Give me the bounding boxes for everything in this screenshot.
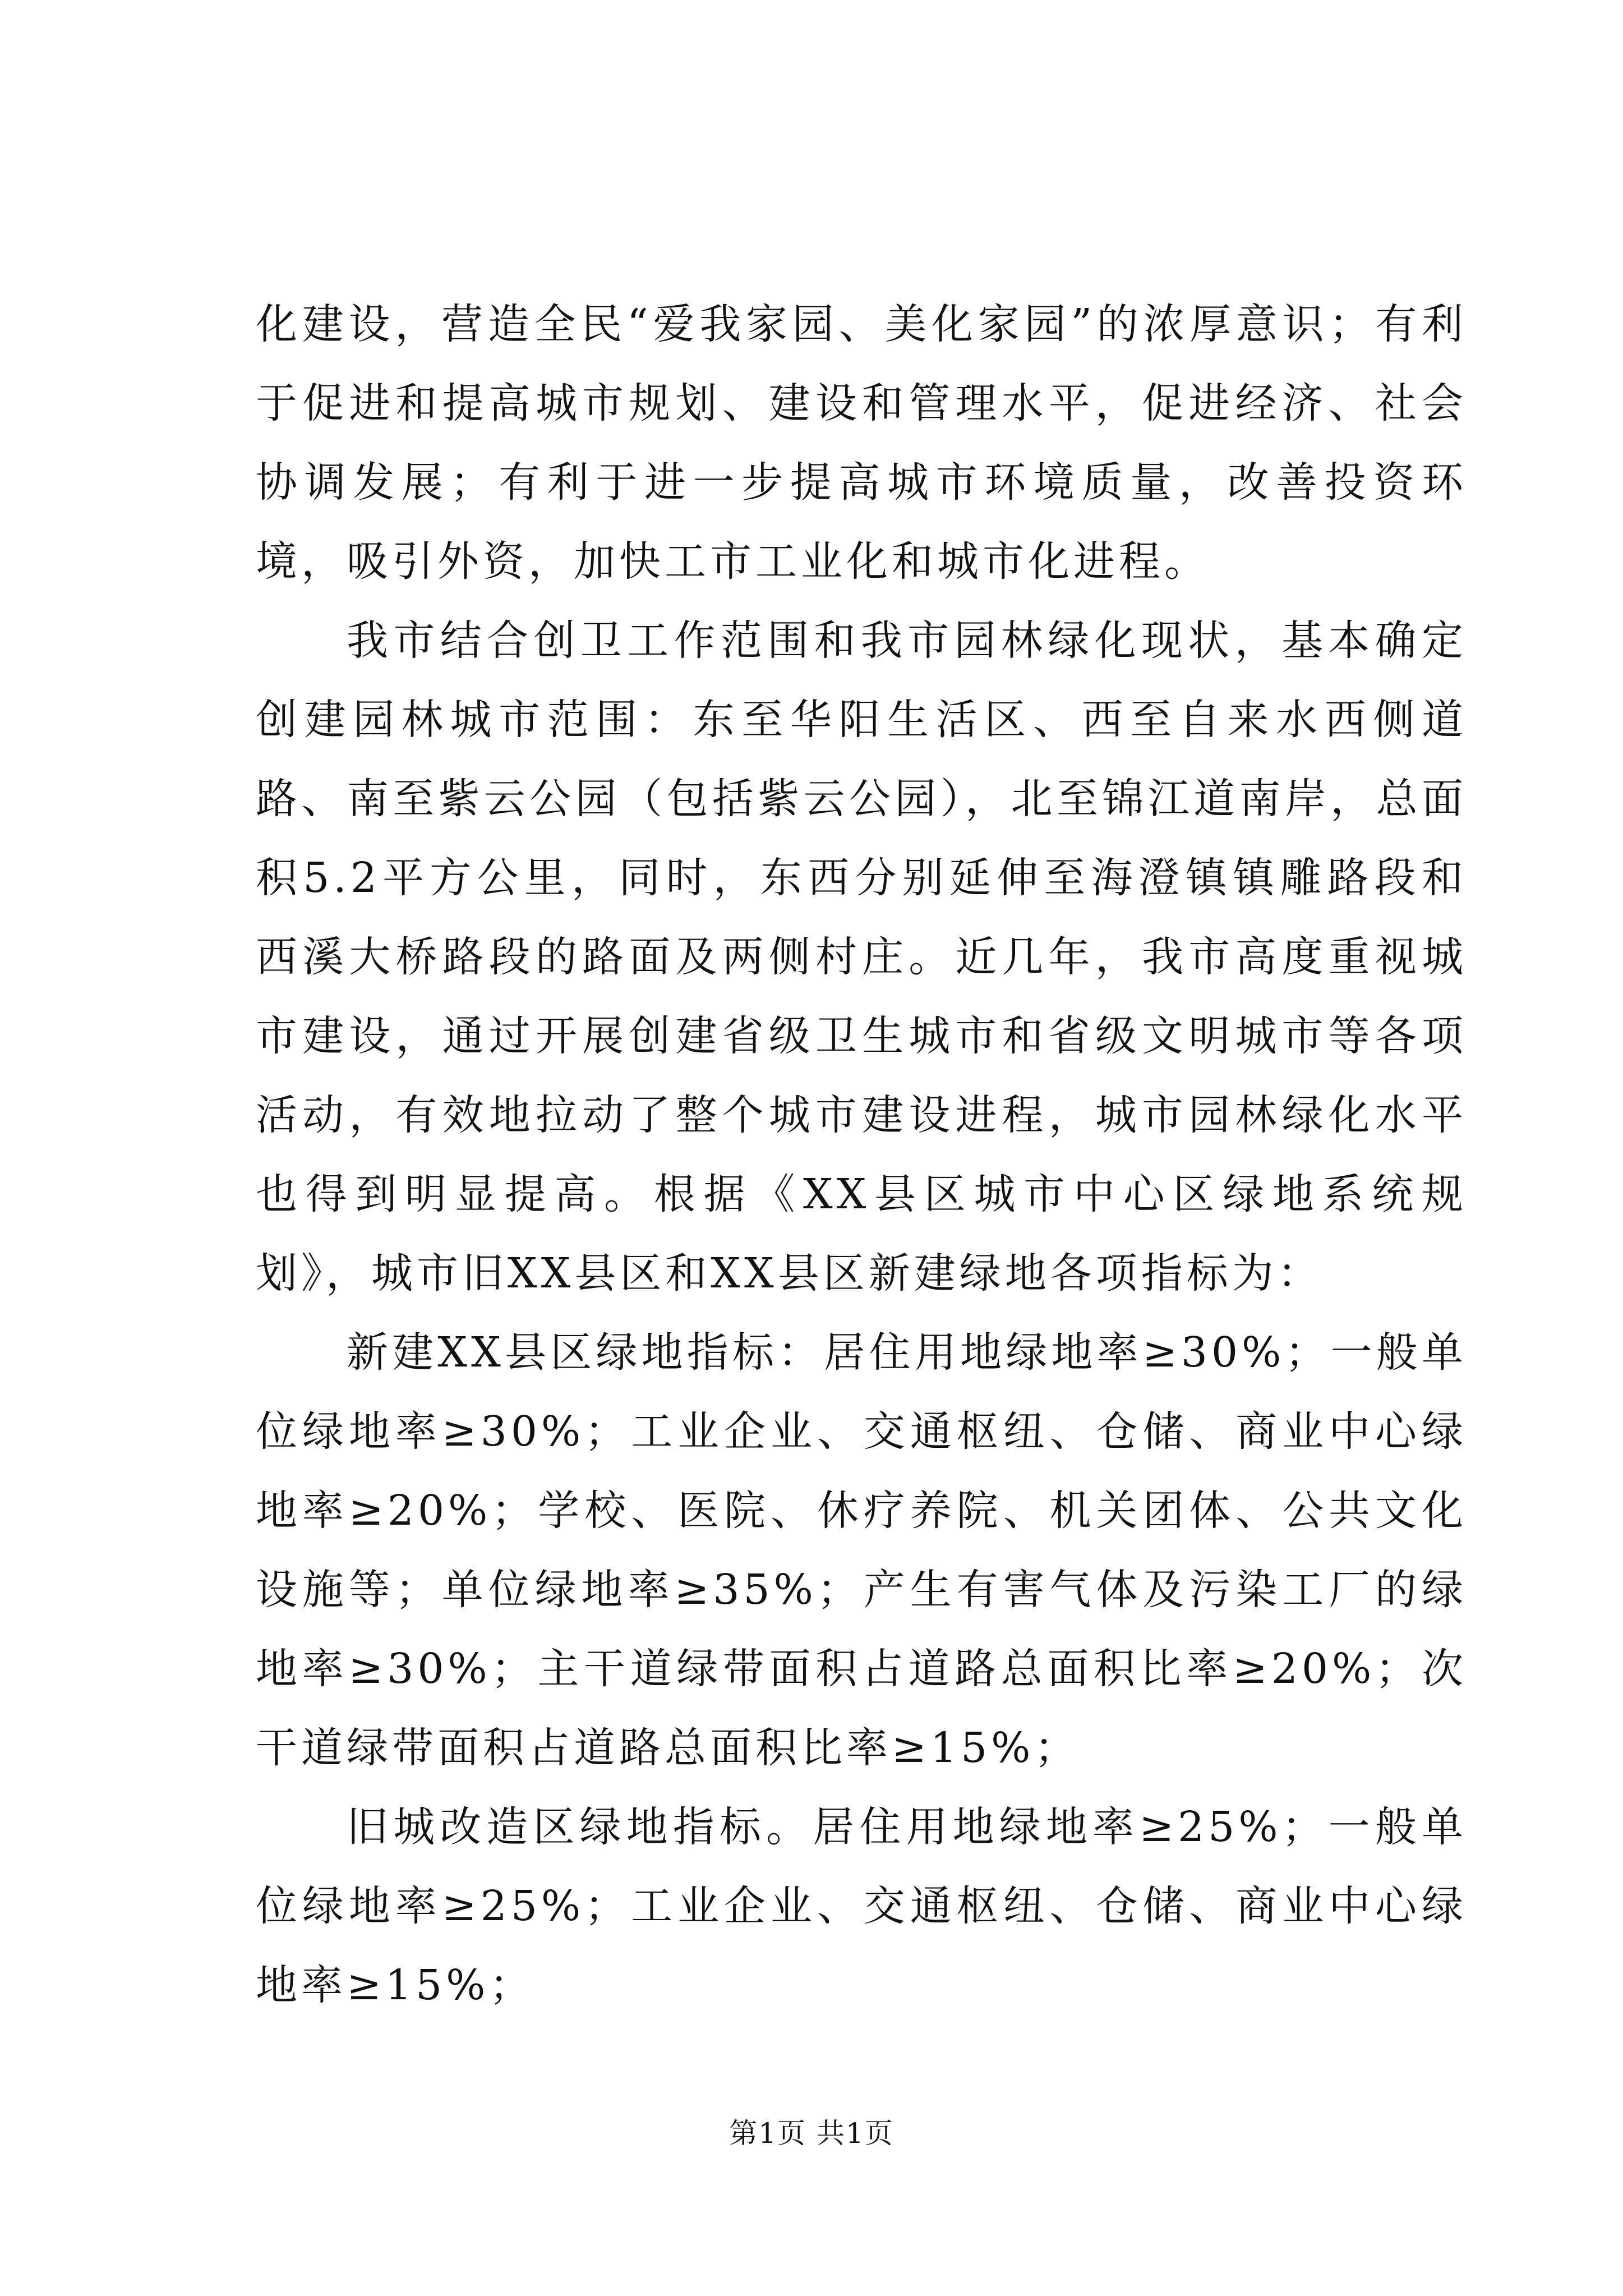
paragraph-4: 旧城改造区绿地指标。居住用地绿地率≥25%；一般单位绿地率≥25%；工业企业、交通枢纽、仓储、商业中心绿地率≥15%； bbox=[256, 1803, 1467, 2009]
document-body bbox=[256, 285, 1467, 2025]
paragraph-1: 化建设，营造全民“爱我家园、美化家园”的浓厚意识；有利于促进和提高城市规划、建设和管理水平，促进经济、社会协调发展；有利于进一步提高城市环境质量，改善投资环境，吸引外资，加快工市工业化和城市化进程。 bbox=[256, 300, 1467, 586]
page-number-footer: 第1页 共1页 bbox=[729, 2117, 894, 2150]
paragraph-3: 新建XX县区绿地指标：居住用地绿地率≥30%；一般单位绿地率≥30%；工业企业、交通枢纽、仓储、商业中心绿地率≥20%；学校、医院、休疗养院、机关团体、公共文化设施等；单位绿地率≥35%；产生有害气体及污染工厂的绿地率≥30%；主干道绿带面积占道路总面积比率≥20%；次干道绿带面积占道路总面积比率≥15%； bbox=[256, 1328, 1467, 1772]
paragraph-2: 我市结合创卫工作范围和我市园林绿化现状，基本确定创建园林城市范围：东至华阳生活区、西至自来水西侧道路、南至紫云公园（包括紫云公园），北至锦江道南岸，总面积5.2平方公里，同时，东西分别延伸至海澄镇镇雕路段和西溪大桥路段的路面及两侧村庄。近几年，我市高度重视城市建设，通过开展创建省级卫生城市和省级文明城市等各项活动，有效地拉动了整个城市建设进程，城市园林绿化水平也得到明显提高。根据《XX县区城市中心区绿地系统规划》，城市旧XX县区和XX县区新建绿地各项指标为： bbox=[256, 616, 1467, 1297]
